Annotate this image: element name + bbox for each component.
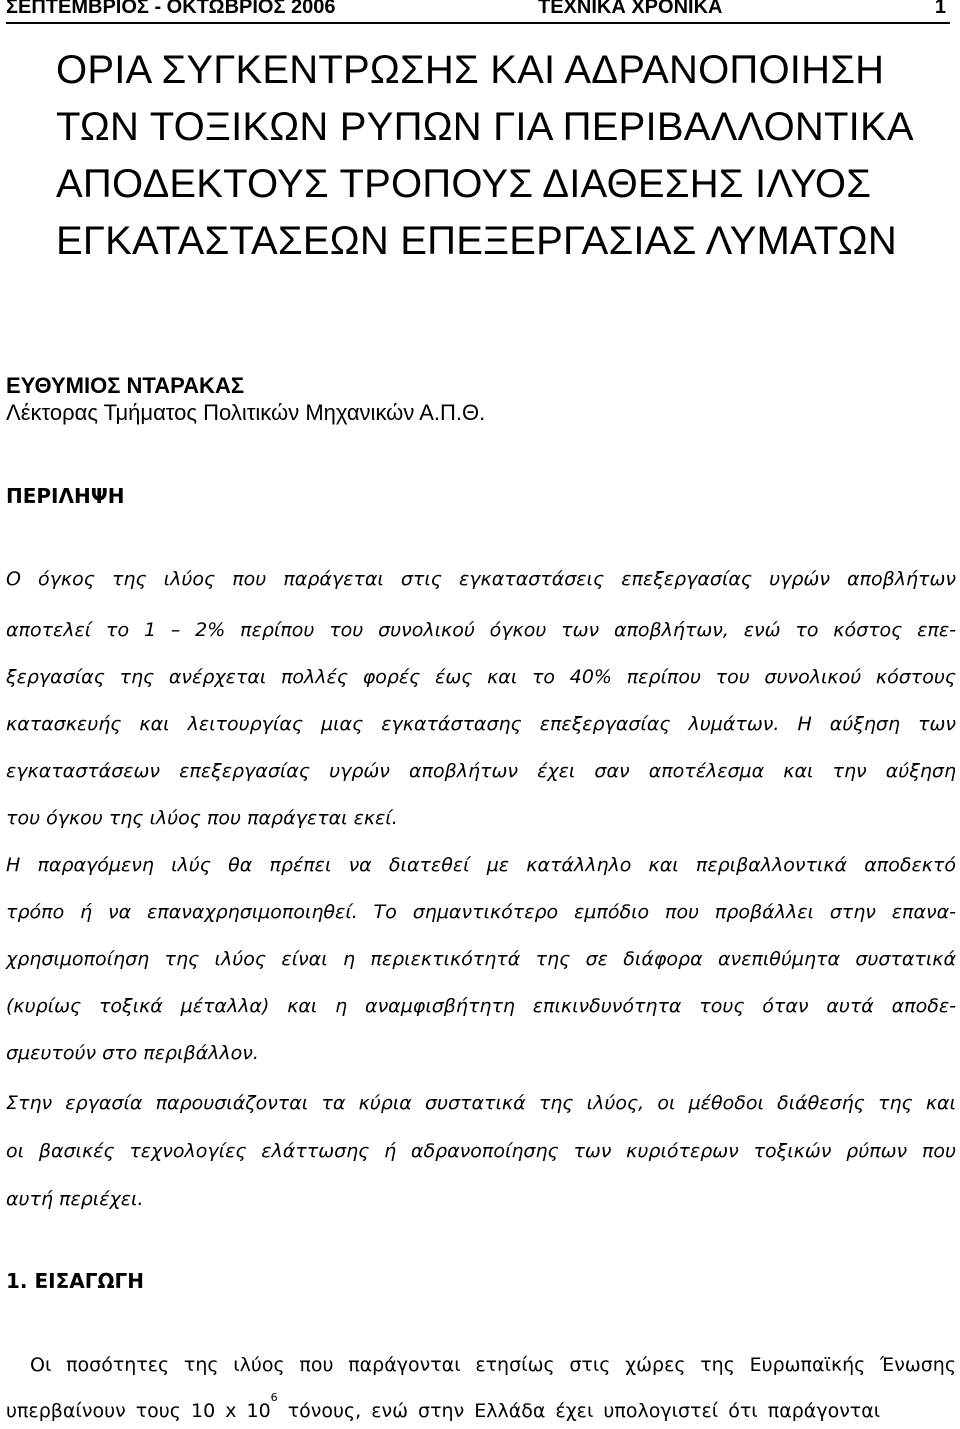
abstract-line: του όγκου της ιλύος που παράγεται εκεί. xyxy=(6,807,398,829)
title-line: ΑΠΟΔΕΚΤΟΥΣ ΤΡΟΠΟΥΣ ΔΙΑΘΕΣΗΣ ΙΛΥΟΣ xyxy=(56,162,872,206)
title-line: ΕΓΚΑΤΑΣΤΑΣΕΩΝ ΕΠΕΞΕΡΓΑΣΙΑΣ ΛΥΜΑΤΩΝ xyxy=(56,219,897,263)
exponent: 6 xyxy=(270,1391,278,1404)
title-line: ΤΩΝ ΤΟΞΙΚΩΝ ΡΥΠΩΝ ΓΙΑ ΠΕΡΙΒΑΛΛΟΝΤΙΚΑ xyxy=(56,105,914,149)
introduction-heading: 1. ΕΙΣΑΓΩΓΗ xyxy=(6,1269,144,1293)
page-number: 1 xyxy=(934,0,946,18)
author-name: ΕΥΘΥΜΙΟΣ ΝΤΑΡΑΚΑΣ xyxy=(6,373,245,398)
intro-text: υπερβαίνουν τους 10 x 10 xyxy=(6,1400,271,1422)
author-affiliation: Λέκτορας Τμήματος Πολιτικών Μηχανικών Α.Π.Θ. xyxy=(6,400,486,425)
abstract-line: ξεργασίας της ανέρχεται πολλές φορές έως και το 40% περίπου του συνολικού κόστους xyxy=(6,666,956,688)
intro-line: Οι ποσότητες της ιλύος που παράγονται ετησίως στις χώρες της Ευρωπαϊκής Ένωσης xyxy=(30,1354,956,1376)
abstract-line: εγκαταστάσεων επεξεργασίας υγρών αποβλήτων έχει σαν αποτέλεσμα και την αύξηση xyxy=(6,760,956,782)
article-title xyxy=(56,42,946,270)
abstract-heading: ΠΕΡΙΛΗΨΗ xyxy=(6,484,125,508)
running-header xyxy=(6,0,950,24)
intro-text: τόνους, ενώ στην Ελλάδα έχει υπολογιστεί ότι παράγονται xyxy=(277,1400,881,1422)
abstract-line: αποτελεί το 1 – 2% περίπου του συνολικού όγκου των αποβλήτων, ενώ το κόστος επε- xyxy=(6,619,956,641)
abstract-line: τρόπο ή να επαναχρησιμοποιηθεί. Το σημαντικότερο εμπόδιο που προβάλλει στην επανα- xyxy=(6,901,956,923)
abstract-line: Ο όγκος της ιλύος που παράγεται στις εγκαταστάσεις επεξεργασίας υγρών αποβλήτων xyxy=(6,568,956,590)
intro-line xyxy=(6,1391,956,1424)
abstract-line: κατασκευής και λειτουργίας μιας εγκατάστασης επεξεργασίας λυμάτων. Η αύξηση των xyxy=(6,713,956,735)
abstract-line: (κυρίως τοξικά μέταλλα) και η αναμφισβήτητη επικινδυνότητα τους όταν αυτά αποδε- xyxy=(6,995,956,1017)
abstract-line: αυτή περιέχει. xyxy=(6,1188,144,1210)
header-date: ΣΕΠΤΕΜΒΡΙΟΣ - ΟΚΤΩΒΡΙΟΣ 2006 xyxy=(6,0,336,18)
abstract-line: Στην εργασία παρουσιάζονται τα κύρια συστατικά της ιλύος, οι μέθοδοι διάθεσής της και xyxy=(6,1092,956,1114)
abstract-line: Η παραγόμενη ιλύς θα πρέπει να διατεθεί με κατάλληλο και περιβαλλοντικά αποδεκτό xyxy=(6,854,956,876)
header-journal: ΤΕΧΝΙΚΑ ΧΡΟΝΙΚΑ xyxy=(538,0,723,18)
abstract-line: οι βασικές τεχνολογίες ελάττωσης ή αδρανοποίησης των κυριότερων τοξικών ρύπων που xyxy=(6,1140,956,1162)
title-line: ΟΡΙΑ ΣΥΓΚΕΝΤΡΩΣΗΣ ΚΑΙ ΑΔΡΑΝΟΠΟΙΗΣΗ xyxy=(56,48,885,92)
abstract-line: χρησιμοποίηση της ιλύος είναι η περιεκτικότητά της σε διάφορα ανεπιθύμητα συστατικά xyxy=(6,948,956,970)
abstract-line: σμευτούν στο περιβάλλον. xyxy=(6,1042,259,1064)
